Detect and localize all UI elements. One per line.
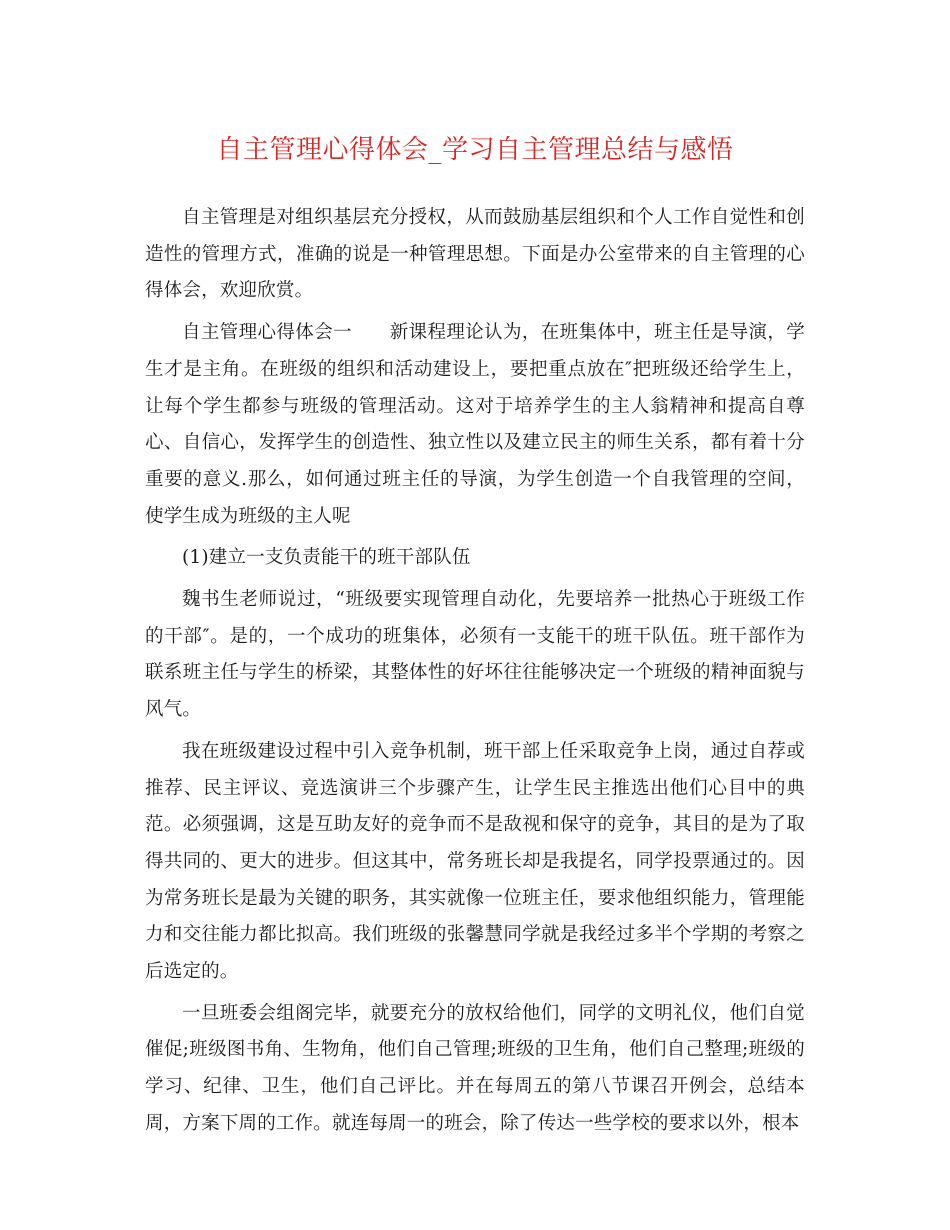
document-body (145, 200, 805, 1143)
paragraph-wei-quote: 魏书生老师说过，“班级要实现管理自动化，先要培养一批热心于班级工作的干部″。是的，一个成功的班集体，必须有一支能干的班干队伍。班干部作为联系班主任与学生的桥梁，其整体性的好坏往往能够决定一个班级的精神面貌与风气。 (145, 589, 805, 721)
paragraph-delegation: 一旦班委会组阁完毕，就要充分的放权给他们，同学的文明礼仪，他们自觉催促;班级图书角、生物角，他们自己管理;班级的卫生角，他们自己整理;班级的学习、纪律、卫生，他们自己评比。并在每周五的第八节课召开例会，总结本周，方案下周的工作。就连每周一的班会，除了传达一些学校的要求以外，根本 (145, 1002, 805, 1134)
paragraph-intro: 自主管理是对组织基层充分授权，从而鼓励基层组织和个人工作自觉性和创造性的管理方式，准确的说是一种管理思想。下面是办公室带来的自主管理的心得体会，欢迎欣赏。 (145, 207, 805, 302)
document-title: 自主管理心得体会_学习自主管理总结与感悟 (216, 135, 734, 165)
paragraph-heading-cadre: (1)建立一支负责能干的班干部队伍 (182, 547, 471, 569)
paragraph-experience-one: 自主管理心得体会一 新课程理论认为，在班集体中，班主任是导演，学生才是主角。在班级的组织和活动建设上，要把重点放在″把班级还给学生上，让每个学生都参与班级的管理活动。这对于培养学生的主人翁精神和提高自尊心、自信心，发挥学生的创造性、独立性以及建立民主的师生关系，都有着十分重要的意义.那么，如何通过班主任的导演，为学生创造一个自我管理的空间，使学生成为班级的主人呢 (145, 322, 805, 527)
paragraph-competition: 我在班级建设过程中引入竞争机制，班干部上任采取竞争上岗，通过自荐或推荐、民主评议、竞选演讲三个步骤产生，让学生民主推选出他们心目中的典范。必须强调，这是互助友好的竞争而不是敌视和保守的竞争，其目的是为了取得共同的、更大的进步。但这其中，常务班长却是我提名，同学投票通过的。因为常务班长是最为关键的职务，其实就像一位班主任，要求他组织能力，管理能力和交往能力都比拟高。我们班级的张馨慧同学就是我经过多半个学期的考察之后选定的。 (145, 740, 805, 983)
